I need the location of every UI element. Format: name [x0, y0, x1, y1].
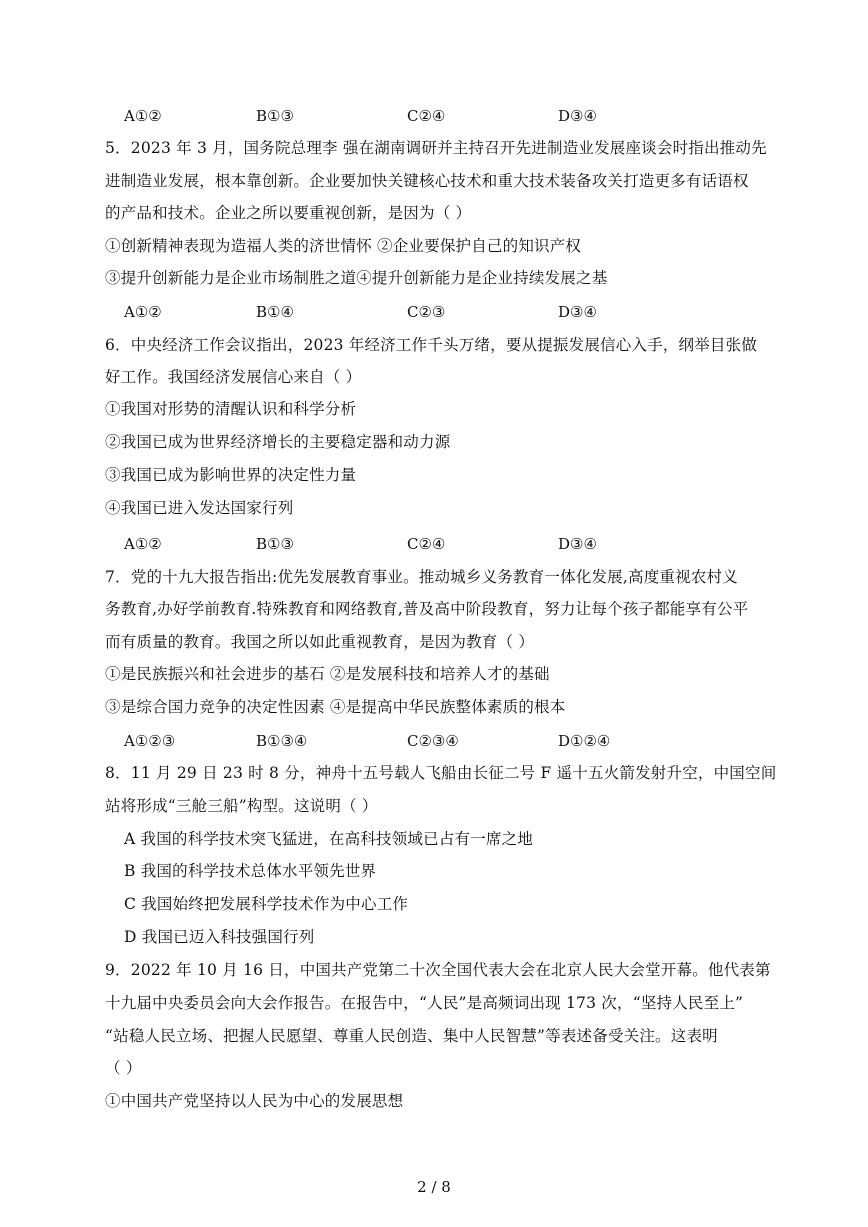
q5-stem-line-2: 进制造业发展，根本靠创新。企业要加快关键核心技术和重大技术装备攻关打造更多有话语权 [105, 172, 749, 190]
q8-choice-d: D 我国已迈入科技强国行列 [124, 928, 315, 946]
q9-stem-line-4: （ ） [105, 1059, 142, 1077]
q7-option-a: A①②③ [124, 732, 176, 750]
q6-option-d: D③④ [558, 535, 597, 553]
q7-option-d: D①②④ [558, 732, 611, 750]
q6-option-a: A①② [124, 535, 162, 553]
q8-choice-c: C 我国始终把发展科学技术作为中心工作 [124, 895, 409, 913]
q7-statement-1: ①是民族振兴和社会进步的基石 ②是发展科技和培养人才的基础 [105, 665, 550, 683]
q8-choice-b: B 我国的科学技术总体水平领先世界 [124, 862, 377, 880]
q4-option-b: B①③ [256, 107, 294, 125]
q5-stem-line-1: 5．2023 年 3 月，国务院总理李 强在湖南调研并主持召开先进制造业发展座谈会时指出推动先 [105, 139, 767, 157]
q6-option-c: C②④ [407, 535, 446, 553]
q6-statement-4: ④我国已进入发达国家行列 [105, 499, 294, 517]
q6-option-b: B①③ [256, 535, 294, 553]
q6-statement-2: ②我国已成为世界经济增长的主要稳定器和动力源 [105, 433, 451, 451]
q4-option-c: C②④ [407, 107, 446, 125]
q9-stem-line-1: 9．2022 年 10 月 16 日，中国共产党第二十次全国代表大会在北京人民大会堂开幕。他代表第 [105, 961, 771, 979]
q7-statement-2: ③是综合国力竞争的决定性因素 ④是提高中华民族整体素质的根本 [105, 698, 566, 716]
q7-option-c: C②③④ [407, 732, 459, 750]
q6-stem-line-2: 好工作。我国经济发展信心来自（ ） [105, 368, 362, 386]
q7-stem-line-3: 而有质量的教育。我国之所以如此重视教育，是因为教育（ ） [105, 633, 535, 651]
q6-stem-line-1: 6．中央经济工作会议指出，2023 年经济工作千头万绪，要从提振发展信心入手，纲举目张做 [105, 336, 758, 354]
q9-stem-line-2: 十九届中央委员会向大会作报告。在报告中，“人民”是高频词出现 173 次，“坚持人民至上” [105, 994, 744, 1012]
q8-choice-a: A 我国的科学技术突飞猛进，在高科技领域已占有一席之地 [124, 830, 534, 848]
q7-stem-line-2: 务教育,办好学前教育.特殊教育和网络教育,普及高中阶段教育，努力让每个孩子都能享有公平 [105, 600, 749, 618]
q8-stem-line-1: 8．11 月 29 日 23 时 8 分，神舟十五号载人飞船由长征二号 F 遥十五火箭发射升空，中国空间 [105, 764, 777, 782]
q6-statement-3: ③我国已成为影响世界的决定性力量 [105, 466, 357, 484]
q4-option-a: A①② [124, 107, 162, 125]
q6-statement-1: ①我国对形势的清醒认识和科学分析 [105, 400, 357, 418]
q4-option-d: D③④ [558, 107, 597, 125]
q5-statement-1: ①创新精神表现为造福人类的济世情怀 ②企业要保护自己的知识产权 [105, 237, 582, 255]
q9-statement-1: ①中国共产党坚持以人民为中心的发展思想 [105, 1092, 404, 1110]
q5-option-d: D③④ [558, 303, 597, 321]
q7-stem-line-1: 7．党的十九大报告指出:优先发展教育事业。推动城乡义务教育一体化发展,高度重视农村义 [105, 568, 738, 586]
q5-option-c: C②③ [407, 303, 446, 321]
q9-stem-line-3: “站稳人民立场、把握人民愿望、尊重人民创造、集中人民智慧”等表述备受关注。这表明 [105, 1027, 718, 1045]
page-number: 2 / 8 [417, 1178, 451, 1196]
q5-stem-line-3: 的产品和技术。企业之所以要重视创新，是因为（ ） [105, 204, 472, 222]
q5-option-b: B①④ [256, 303, 294, 321]
q8-stem-line-2: 站将形成“三舱三船”构型。这说明（ ） [105, 797, 378, 815]
q7-option-b: B①③④ [256, 732, 308, 750]
q5-option-a: A①② [124, 303, 162, 321]
q5-statement-2: ③提升创新能力是企业市场制胜之道④提升创新能力是企业持续发展之基 [105, 269, 608, 287]
